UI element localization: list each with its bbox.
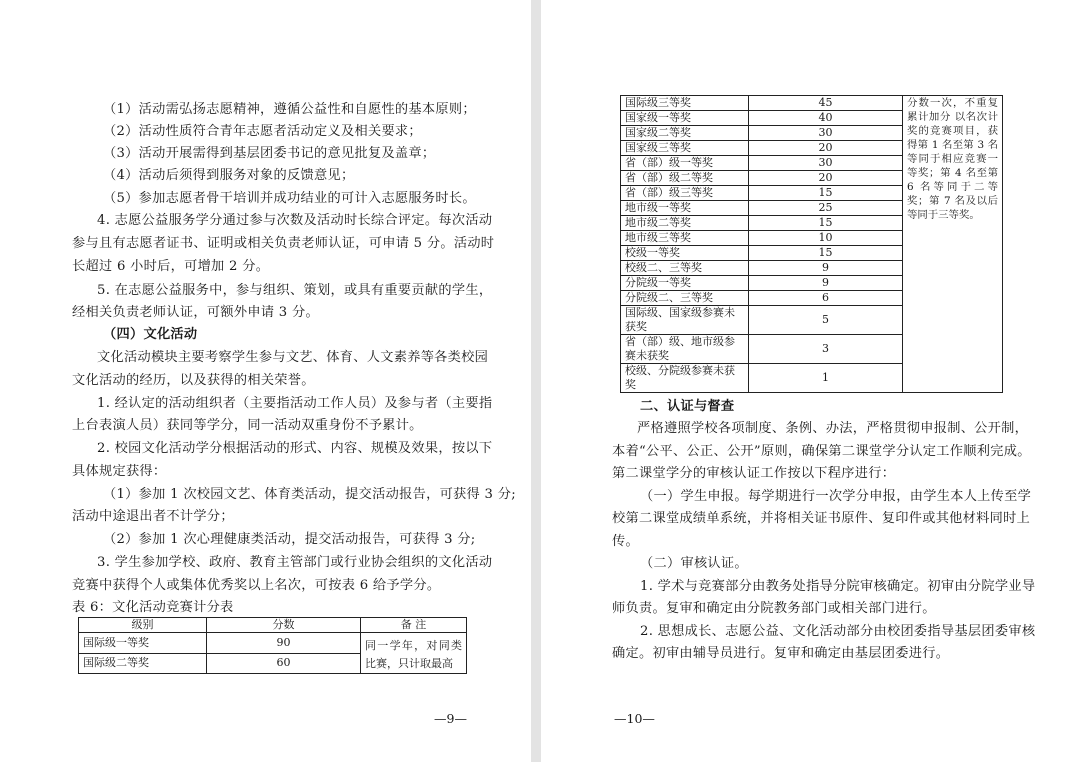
level-cell: 省（部）级三等奖	[621, 186, 749, 201]
text-line: 文化活动的经历，以及获得的相关荣誉。	[72, 373, 315, 388]
score-cell: 15	[749, 186, 903, 201]
text-line: 具体规定获得：	[72, 464, 167, 479]
score-cell: 6	[749, 291, 903, 306]
level-cell: 省（部）级二等奖	[621, 171, 749, 186]
text-line: 文化活动模块主要考察学生参与文艺、体育、人文素养等各类校园	[97, 350, 489, 365]
column-header: 备 注	[361, 618, 467, 633]
score-cell: 20	[749, 141, 903, 156]
score-cell: 1	[749, 364, 903, 393]
text-line: （2）参加 1 次心理健康类活动，提交活动报告，可获得 3 分;	[103, 532, 476, 547]
text-line: 师负责。复审和确定由分院教务部门或相关部门进行。	[612, 601, 936, 616]
text-line: 2. 思想成长、志愿公益、文化活动部分由校团委指导基层团委审核	[640, 624, 1036, 639]
page-number: —10—	[614, 711, 655, 726]
score-table	[78, 617, 467, 674]
table-caption: 表 6：文化活动竞赛计分表	[72, 600, 234, 615]
score-cell: 5	[749, 306, 903, 335]
level-cell: 国际级二等奖	[79, 653, 207, 674]
score-cell: 30	[749, 156, 903, 171]
text-line: （3）活动开展需得到基层团委书记的意见批复及盖章；	[103, 146, 436, 161]
text-line: （一）学生申报。每学期进行一次学分申报，由学生本人上传至学	[640, 489, 1032, 504]
text-line: 5. 在志愿公益服务中，参与组织、策划，或具有重要贡献的学生，	[97, 283, 493, 298]
text-line: 活动中途退出者不计学分；	[72, 509, 234, 524]
score-cell: 15	[749, 246, 903, 261]
text-line: （二）审核认证。	[640, 556, 748, 571]
text-line: 第二课堂学分的审核认证工作按以下程序进行：	[612, 466, 896, 481]
score-cell: 10	[749, 231, 903, 246]
score-cell: 9	[749, 261, 903, 276]
score-cell: 15	[749, 216, 903, 231]
level-cell: 国际级一等奖	[79, 633, 207, 654]
text-line: 严格遵照学校各项制度、条例、办法，严格贯彻申报制、公开制，	[637, 421, 1029, 436]
left-page	[0, 0, 531, 762]
remark-cell: 分数一次，不重复累计加分 以名次计奖的竞赛项目，获得第 1 名至第 3 名等同于相应竞赛一等奖；第 4 名至第 6 名等同于二等奖；第 7 名及以后等同于三等奖。	[903, 96, 1003, 393]
page-number: —9—	[434, 711, 467, 726]
level-cell: 校级一等奖	[621, 246, 749, 261]
text-line: 长超过 6 小时后，可增加 2 分。	[72, 259, 270, 274]
text-line: （1）活动需弘扬志愿精神，遵循公益性和自愿性的基本原则；	[103, 102, 476, 117]
text-line: （5）参加志愿者骨干培训并成功结业的可计入志愿服务时长。	[103, 191, 476, 206]
column-header: 级别	[79, 618, 207, 633]
text-line: （1）参加 1 次校园文艺、体育类活动，提交活动报告，可获得 3 分;	[103, 487, 516, 502]
text-line: 校第二课堂成绩单系统，并将相关证书原件、复印件或其他材料同时上	[612, 511, 1031, 526]
score-cell: 45	[749, 96, 903, 111]
text-line: 1. 学术与竞赛部分由教务处指导分院审核确定。初审由分院学业导	[640, 579, 1036, 594]
level-cell: 地市级二等奖	[621, 216, 749, 231]
level-cell: 地市级一等奖	[621, 201, 749, 216]
section-heading: （四）文化活动	[103, 327, 198, 342]
level-cell: 校级二、三等奖	[621, 261, 749, 276]
score-cell: 25	[749, 201, 903, 216]
table-header-row	[79, 618, 467, 633]
text-line: （4）活动后须得到服务对象的反馈意见；	[103, 168, 355, 183]
right-page	[541, 0, 1080, 762]
score-cell: 20	[749, 171, 903, 186]
score-cell: 9	[749, 276, 903, 291]
level-cell: 国家级二等奖	[621, 126, 749, 141]
section-heading: 二、认证与督查	[640, 399, 735, 414]
column-header: 分数	[207, 618, 361, 633]
score-cell: 30	[749, 126, 903, 141]
text-line: （2）活动性质符合青年志愿者活动定义及相关要求；	[103, 124, 422, 139]
text-line: 传。	[612, 534, 639, 549]
table-row	[79, 633, 467, 654]
text-line: 3. 学生参加学校、政府、教育主管部门或行业协会组织的文化活动	[97, 555, 493, 570]
text-line: 经相关负责老师认证，可额外申请 3 分。	[72, 305, 319, 320]
text-line: 竞赛中获得个人或集体优秀奖以上名次，可按表 6 给予学分。	[72, 578, 441, 593]
level-cell: 省（部）级、地市级参赛未获奖	[621, 335, 749, 364]
score-cell: 60	[207, 653, 361, 674]
text-line: 上台表演人员）获同等学分，同一活动双重身份不予累计。	[72, 418, 423, 433]
level-cell: 分院级二、三等奖	[621, 291, 749, 306]
table-row	[621, 96, 1003, 111]
score-cell: 3	[749, 335, 903, 364]
text-line: 4. 志愿公益服务学分通过参与次数及活动时长综合评定。每次活动	[97, 213, 493, 228]
text-line: 本着“公平、公正、公开”原则，确保第二课堂学分认定工作顺利完成。	[612, 444, 1031, 459]
remark-cell: 同一学年，对同类比赛，只计取最高	[361, 633, 467, 674]
text-line: 2. 校园文化活动学分根据活动的形式、内容、规模及效果，按以下	[97, 441, 493, 456]
text-line: 确定。初审由辅导员进行。复审和确定由基层团委进行。	[612, 646, 950, 661]
text-line: 参与且有志愿者证书、证明或相关负责老师认证，可申请 5 分。活动时	[72, 236, 495, 251]
level-cell: 国际级三等奖	[621, 96, 749, 111]
level-cell: 国家级一等奖	[621, 111, 749, 126]
level-cell: 校级、分院级参赛未获奖	[621, 364, 749, 393]
score-table-continued	[620, 95, 1003, 393]
text-line: 1. 经认定的活动组织者（主要指活动工作人员）及参与者（主要指	[97, 396, 493, 411]
level-cell: 地市级三等奖	[621, 231, 749, 246]
score-cell: 40	[749, 111, 903, 126]
level-cell: 国家级三等奖	[621, 141, 749, 156]
level-cell: 分院级一等奖	[621, 276, 749, 291]
level-cell: 省（部）级一等奖	[621, 156, 749, 171]
level-cell: 国际级、国家级参赛未获奖	[621, 306, 749, 335]
score-cell: 90	[207, 633, 361, 654]
